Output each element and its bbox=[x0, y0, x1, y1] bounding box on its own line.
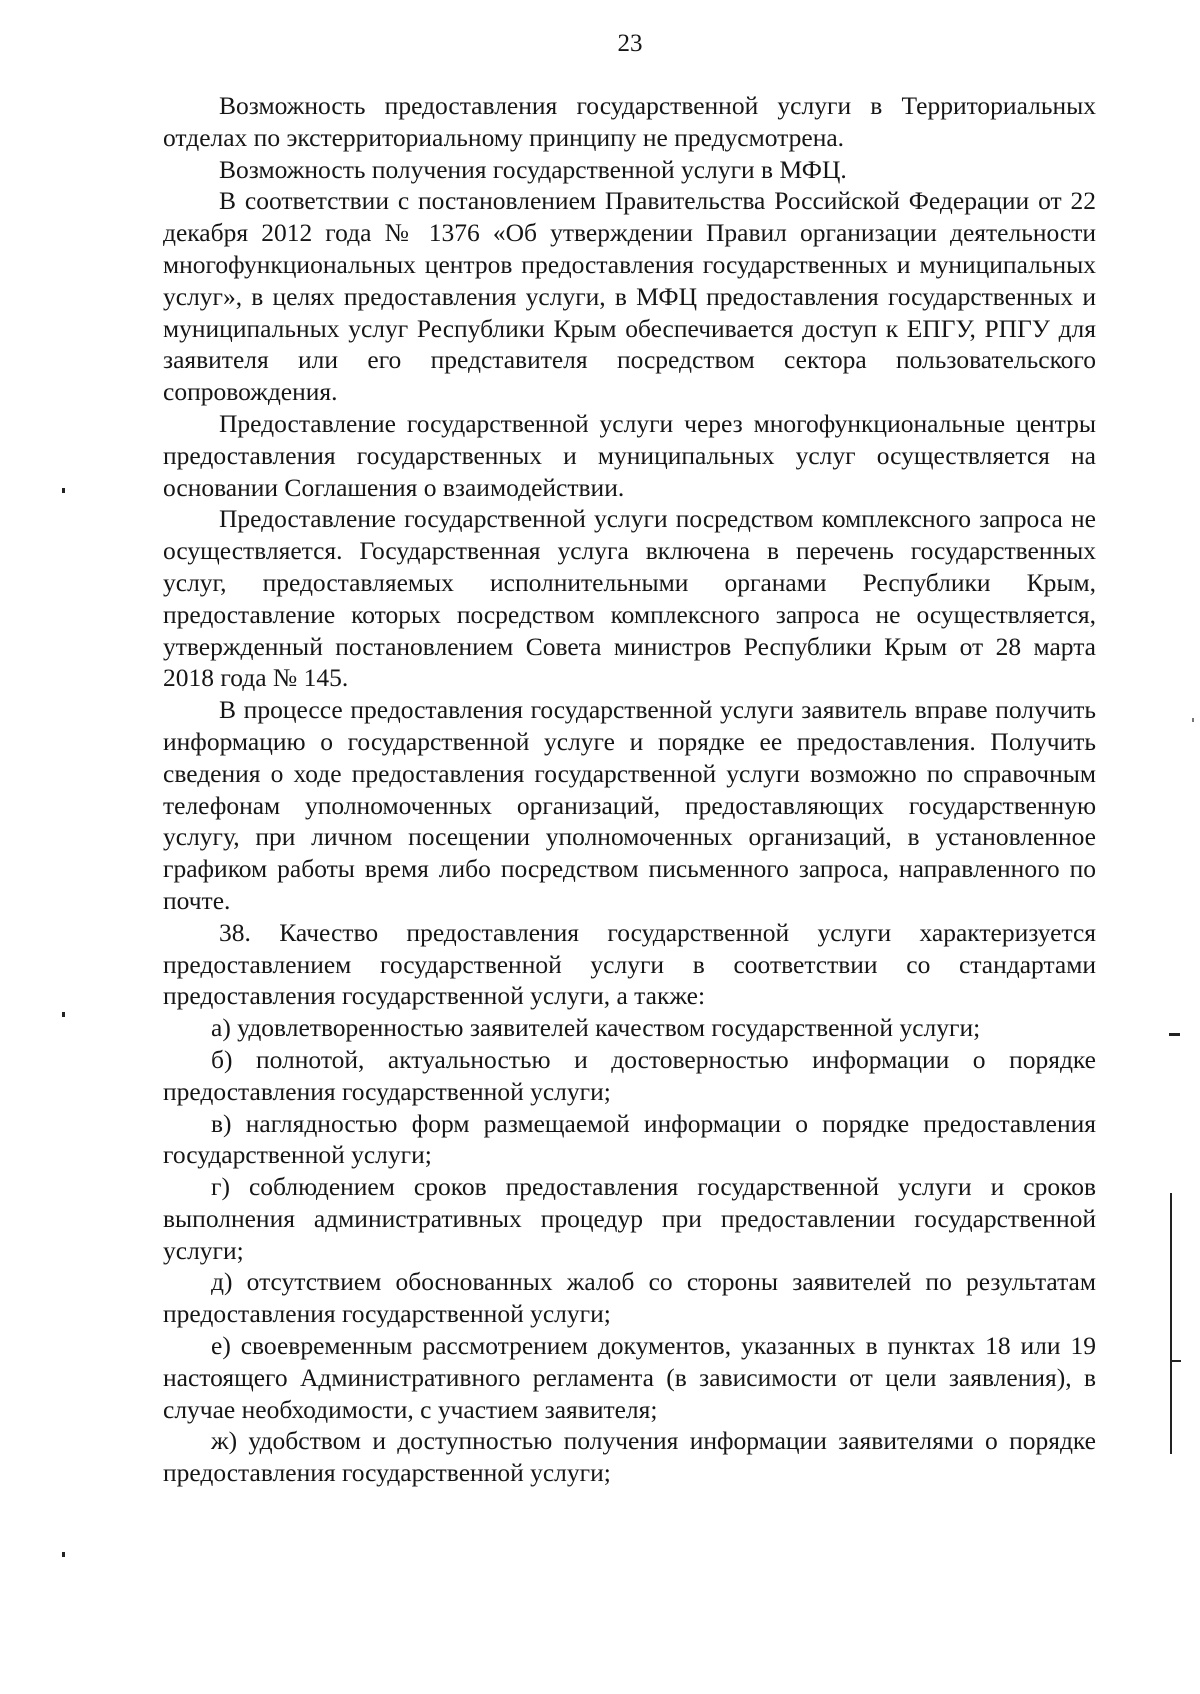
scan-artifact-mark bbox=[1192, 718, 1194, 722]
page-number: 23 bbox=[617, 30, 643, 57]
scan-artifact-mark bbox=[62, 1012, 65, 1017]
list-item-d: д) отсутствием обоснованных жалоб со стороны заявителей по результатам предоставления государственной услуги; bbox=[163, 1267, 1096, 1329]
paragraph-mfc-heading: Возможность получения государственной услуги в МФЦ. bbox=[219, 154, 847, 184]
paragraph-government-decree: В соответствии с постановлением Правительства Российской Федерации от 22 декабря 2012 года № 1376 «Об утверждении Правил организации деятельности многофункциональных центров предоставления государственных и муниципальных услуг», в целях предоставления услуги, в МФЦ предоставления государственных и муниципальных услуг Республики Крым обеспечивается доступ к ЕПГУ, РПГУ для заявителя или его представителя посредством сектора пользовательского сопровождения. bbox=[163, 186, 1096, 407]
scan-artifact-line bbox=[1170, 1193, 1172, 1454]
list-item-b: б) полнотой, актуальностью и достоверностью информации о порядке предоставления государственной услуги; bbox=[163, 1044, 1096, 1106]
scan-artifact-mark bbox=[62, 488, 65, 493]
scan-artifact-mark bbox=[1170, 1360, 1181, 1362]
list-item-a: а) удовлетворенностью заявителей качеством государственной услуги; bbox=[211, 1013, 981, 1043]
paragraph-mfc-agreement: Предоставление государственной услуги через многофункциональные центры предоставления государственных и муниципальных услуг осуществляется на основании Соглашения о взаимодействии. bbox=[163, 408, 1096, 502]
paragraph-applicant-information: В процессе предоставления государственной услуги заявитель вправе получить информацию о государственной услуге и порядке ее предоставления. Получить сведения о ходе предоставления государственной услуги возможно по справочным телефонам уполномоченных организаций, предоставляющих государственную услугу, при личном посещении уполномоченных организаций, в установленное графиком работы время либо посредством письменного запроса, направленного по почте. bbox=[163, 695, 1096, 915]
paragraph-extraterritorial: Возможность предоставления государственной услуги в Территориальных отделах по экстерриториальному принципу не предусмотрена. bbox=[163, 91, 1096, 152]
document-body bbox=[163, 90, 1096, 1489]
paragraph-complex-request: Предоставление государственной услуги посредством комплексного запроса не осуществляется. Государственная услуга включена в перечень государственных услуг, предоставляемых исполнительными органами Республики Крым, предоставление которых посредством комплексного запроса не осуществляется, утвержденный постановлением Совета министров Республики Крым от 28 марта 2018 года № 145. bbox=[163, 504, 1096, 693]
paragraph-quality-clause: 38. Качество предоставления государственной услуги характеризуется предоставлением государственной услуги в соответствии со стандартами предоставления государственной услуги, а также: bbox=[163, 917, 1096, 1011]
scan-artifact-mark bbox=[1169, 1033, 1180, 1036]
list-item-e: е) своевременным рассмотрением документов, указанных в пунктах 18 или 19 настоящего Административного регламента (в зависимости от цели заявления), в случае необходимости, с участием заявителя; bbox=[163, 1331, 1096, 1424]
list-item-zh: ж) удобством и доступностью получения информации заявителями о порядке предоставления государственной услуги; bbox=[163, 1426, 1096, 1488]
list-item-v: в) наглядностью форм размещаемой информации о порядке предоставления государственной услуги; bbox=[163, 1108, 1096, 1170]
scan-artifact-mark bbox=[62, 1552, 65, 1557]
list-item-g: г) соблюдением сроков предоставления государственной услуги и сроков выполнения административных процедур при предоставлении государственной услуги; bbox=[163, 1172, 1096, 1265]
